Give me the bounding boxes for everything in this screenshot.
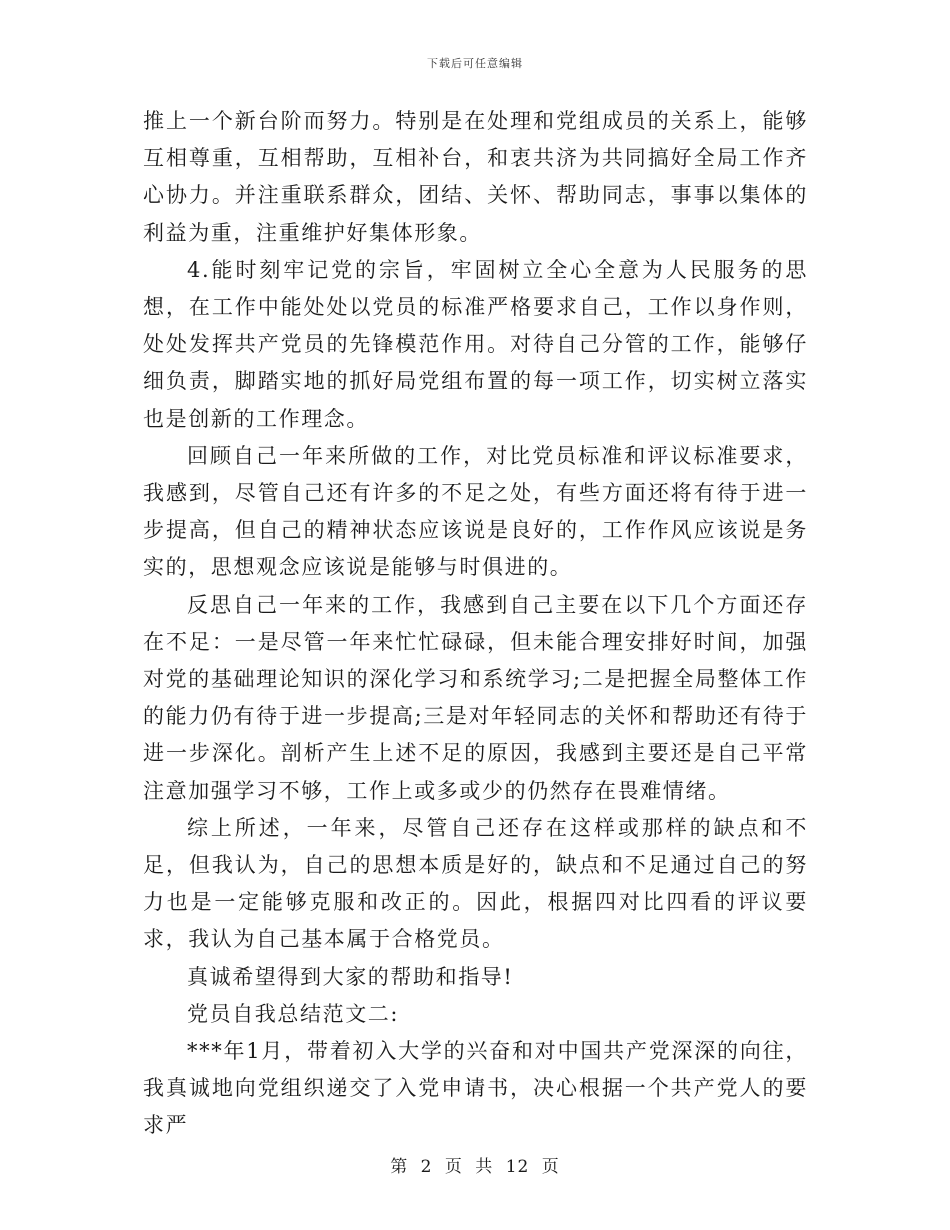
paragraph-reflection: 反思自己一年来的工作，我感到自己主要在以下几个方面还存在不足：一是尽管一年来忙忙碌碌，但未能合理安排好时间，加强对党的基础理论知识的深化学习和系统学习;二是把握全局整体工作的能力仍有待于进一步提高;三是对年轻同志的关怀和帮助还有待于进一步深化。剖析产生上述不足的原因，我感到主要还是自己平常注意加强学习不够，工作上或多或少的仍然存在畏难情绪。 [143, 592, 808, 803]
paragraph-hope: 真诚希望得到大家的帮助和指导! [187, 964, 514, 989]
paragraph-summary: 综上所述，一年来，尽管自己还存在这样或那样的缺点和不足，但我认为，自己的思想本质是好的，缺点和不足通过自己的努力也是一定能够克服和改正的。因此，根据四对比四看的评议要求，我认为自己基本属于合格党员。 [143, 815, 808, 952]
paragraph-item-4: 4.能时刻牢记党的宗旨，牢固树立全心全意为人民服务的思想，在工作中能处处以党员的标准严格要求自己，工作以身作则，处处发挥共产党员的先锋模范作用。对待自己分管的工作，能够仔细负责，脚踏实地的抓好局党组布置的每一项工作，切实树立落实也是创新的工作理念。 [143, 257, 808, 431]
paragraph-example-two-start: ***年1月，带着初入大学的兴奋和对中国共产党深深的向往，我真诚地向党组织递交了入党申请书，决心根据一个共产党人的要求严 [143, 1039, 808, 1138]
paragraph-review: 回顾自己一年来所做的工作，对比党员标准和评议标准要求，我感到，尽管自己还有许多的不足之处，有些方面还将有待于进一步提高，但自己的精神状态应该说是良好的，工作作风应该说是务实的，思想观念应该说是能够与时俱进的。 [143, 443, 808, 580]
section-heading-example-two: 党员自我总结范文二: [187, 1001, 400, 1026]
download-edit-note: 下载后可任意编辑 [427, 57, 523, 70]
paragraph-continuation: 推上一个新台阶而努力。特别是在处理和党组成员的关系上，能够互相尊重，互相帮助，互相补台，和衷共济为共同搞好全局工作齐心协力。并注重联系群众，团结、关怀、帮助同志，事事以集体的利益为重，注重维护好集体形象。 [143, 109, 808, 245]
page-number: 第 2 页 共 12 页 [390, 1157, 560, 1177]
document-body [143, 103, 808, 1145]
